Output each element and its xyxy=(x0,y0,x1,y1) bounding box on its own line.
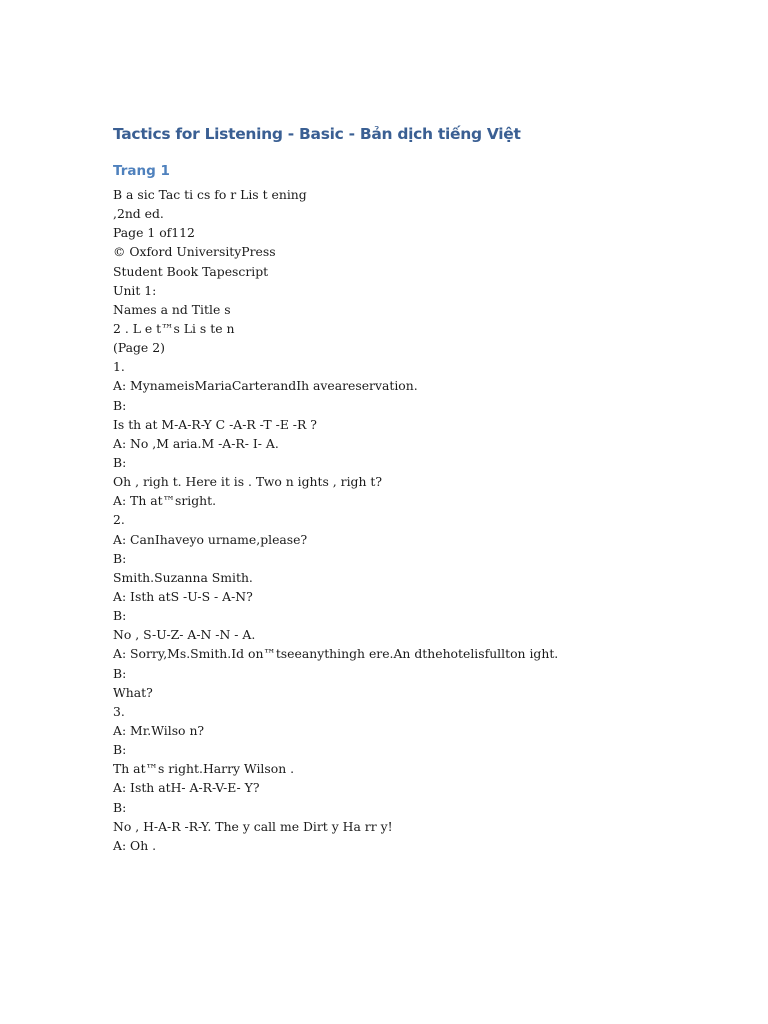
transcript-line: 1. xyxy=(113,359,125,375)
transcript-line: A: Th at™sright. xyxy=(113,493,217,509)
document-title: Tactics for Listening - Basic - Bản dịch tiếng Việt xyxy=(113,125,521,143)
transcript-line: © Oxford UniversityPress xyxy=(113,244,276,260)
transcript-line: B: xyxy=(113,550,127,566)
transcript-line: A: Isth atS -U-S - A-N? xyxy=(113,588,253,604)
transcript-lines xyxy=(113,185,558,855)
transcript-line: 2. xyxy=(113,512,125,528)
transcript-line: B: xyxy=(113,454,127,470)
transcript-line: Smith.Suzanna Smith. xyxy=(113,569,253,585)
section-heading: Trang 1 xyxy=(113,163,170,179)
transcript-line: Names a nd Title s xyxy=(113,301,231,317)
transcript-line: No , S-U-Z- A-N -N - A. xyxy=(113,627,256,643)
transcript-line: B: xyxy=(113,665,127,681)
transcript-line: Oh , righ t. Here it is . Two n ights , righ t? xyxy=(113,474,383,490)
transcript-line: What? xyxy=(113,684,153,700)
transcript-line: Is th at M-A-R-Y C -A-R -T -E -R ? xyxy=(113,416,317,432)
transcript-line: A: No ,M aria.M -A-R- I- A. xyxy=(113,435,279,451)
transcript-line: B: xyxy=(113,742,127,758)
transcript-line: A: CanIhaveyo urname,please? xyxy=(113,531,308,547)
transcript-line: A: Mr.Wilso n? xyxy=(113,722,205,738)
transcript-line: Th at™s right.Harry Wilson . xyxy=(113,761,295,777)
transcript-line: (Page 2) xyxy=(113,340,165,356)
transcript-line: Page 1 of112 xyxy=(113,225,195,241)
transcript-line: B: xyxy=(113,799,127,815)
transcript-line: 2 . L e t™s Li s te n xyxy=(113,320,235,336)
transcript-line: A: Oh . xyxy=(113,837,157,853)
transcript-line: A: MynameisMariaCarterandIh aveareservation. xyxy=(113,378,418,394)
transcript-line: B a sic Tac ti cs fo r Lis t ening xyxy=(113,187,307,202)
transcript-line: 3. xyxy=(113,703,125,719)
transcript-line: A: Isth atH- A-R-V-E- Y? xyxy=(113,780,260,796)
transcript-line: B: xyxy=(113,397,127,413)
transcript-line: B: xyxy=(113,608,127,624)
transcript-line: A: Sorry,Ms.Smith.Id on™tseeanythingh ere.An dthehotelisfullton ight. xyxy=(113,646,559,662)
transcript-line: No , H-A-R -R-Y. The y call me Dirt y Ha rr y! xyxy=(113,818,393,834)
transcript-line: Unit 1: xyxy=(113,282,157,298)
transcript-line: ,2nd ed. xyxy=(113,206,164,222)
transcript-line: Student Book Tapescript xyxy=(113,263,269,279)
